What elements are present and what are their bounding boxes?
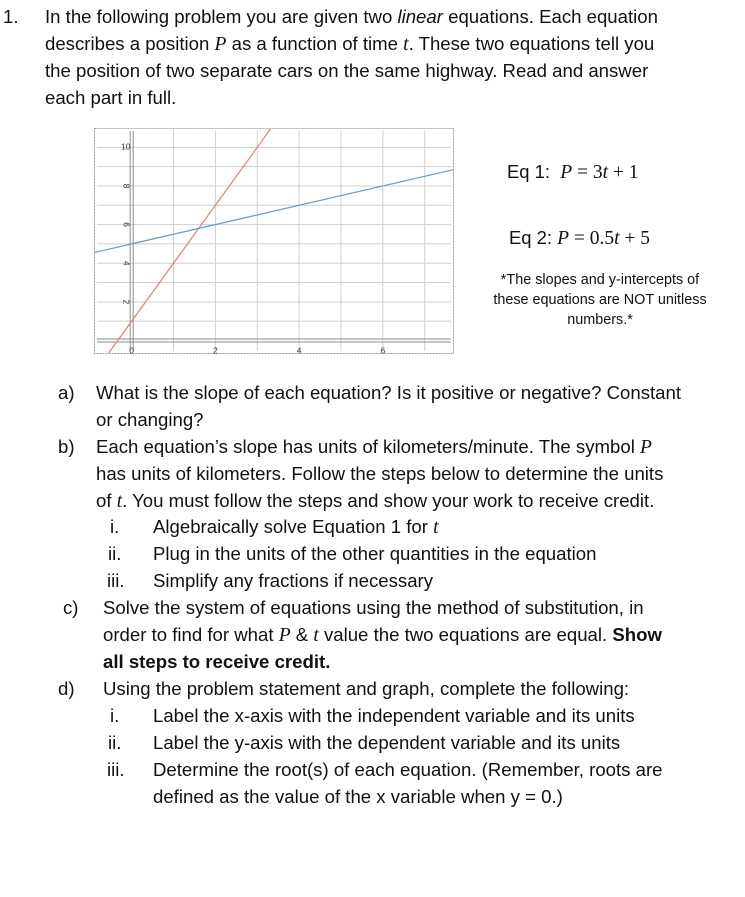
part-a-line-1: What is the slope of each equation? Is it positive or negative? Constant bbox=[96, 382, 682, 403]
part-c-label: c) bbox=[63, 597, 79, 618]
part-a-label: a) bbox=[58, 382, 75, 403]
x-tick-label: 0 bbox=[129, 345, 135, 354]
part-b-line-1: Each equation’s slope has units of kilometers/minute. The symbol P bbox=[96, 436, 652, 458]
y-tick-label: 2 bbox=[121, 299, 132, 305]
part-c-line-1: Solve the system of equations using the method of substitution, in bbox=[103, 597, 644, 618]
part-d-step-3-num: iii. bbox=[107, 759, 125, 780]
intro-line-3: the position of two separate cars on the same highway. Read and answer bbox=[45, 60, 649, 81]
part-d-step-1: Label the x-axis with the independent variable and its units bbox=[153, 705, 635, 726]
part-b-label: b) bbox=[58, 436, 75, 457]
y-tick-label: 8 bbox=[121, 183, 132, 189]
part-d-line-1: Using the problem statement and graph, complete the following: bbox=[103, 678, 630, 699]
x-tick-label: 4 bbox=[296, 345, 302, 354]
part-b-step-2-num: ii. bbox=[108, 543, 122, 564]
part-d-step-1-num: i. bbox=[110, 705, 120, 726]
part-b-step-1-num: i. bbox=[110, 516, 120, 537]
equation-2: Eq 2: P = 0.5t + 5 bbox=[509, 227, 651, 249]
part-d-step-3: Determine the root(s) of each equation. (Remember, roots are bbox=[153, 759, 663, 780]
intro-line-2: describes a position P as a function of time t. These two equations tell you bbox=[45, 33, 655, 55]
part-b-step-3: Simplify any fractions if necessary bbox=[153, 570, 434, 591]
part-c-line-2: order to find for what P & t value the two equations are equal. Show bbox=[103, 624, 662, 646]
x-tick-label: 2 bbox=[213, 345, 218, 354]
units-note: *The slopes and y-intercepts of these equations are NOT unitless numbers.* bbox=[493, 272, 707, 328]
x-tick-label: 6 bbox=[380, 345, 386, 354]
intro-line-4: each part in full. bbox=[45, 87, 177, 108]
part-b-line-2: has units of kilometers. Follow the steps below to determine the units bbox=[96, 463, 664, 484]
part-b-step-1: Algebraically solve Equation 1 for t bbox=[153, 516, 439, 538]
part-c-line-3: all steps to receive credit. bbox=[103, 651, 331, 672]
y-tick-label: 6 bbox=[121, 222, 132, 227]
part-b-step-3-num: iii. bbox=[107, 570, 125, 591]
part-d-step-2: Label the y-axis with the dependent variable and its units bbox=[153, 732, 621, 753]
part-d-step-2-num: ii. bbox=[108, 732, 122, 753]
line-chart bbox=[94, 128, 454, 354]
part-b-line-3: of t. You must follow the steps and show your work to receive credit. bbox=[96, 490, 655, 512]
series-line-2 bbox=[94, 170, 454, 253]
problem-number: 1. bbox=[3, 6, 19, 27]
part-d-step-3-cont: defined as the value of the x variable when y = 0.) bbox=[153, 786, 563, 807]
y-tick-label: 10 bbox=[120, 141, 131, 152]
part-d-label: d) bbox=[58, 678, 75, 699]
chart-frame bbox=[95, 129, 454, 354]
series-line-1 bbox=[94, 128, 454, 354]
part-b-step-2: Plug in the units of the other quantities in the equation bbox=[153, 543, 597, 564]
y-tick-label: 4 bbox=[121, 260, 132, 266]
part-a-line-2: or changing? bbox=[96, 409, 204, 430]
equation-1: Eq 1: P = 3t + 1 bbox=[507, 161, 639, 183]
intro-line-1: In the following problem you are given two linear equations. Each equation bbox=[45, 6, 658, 27]
